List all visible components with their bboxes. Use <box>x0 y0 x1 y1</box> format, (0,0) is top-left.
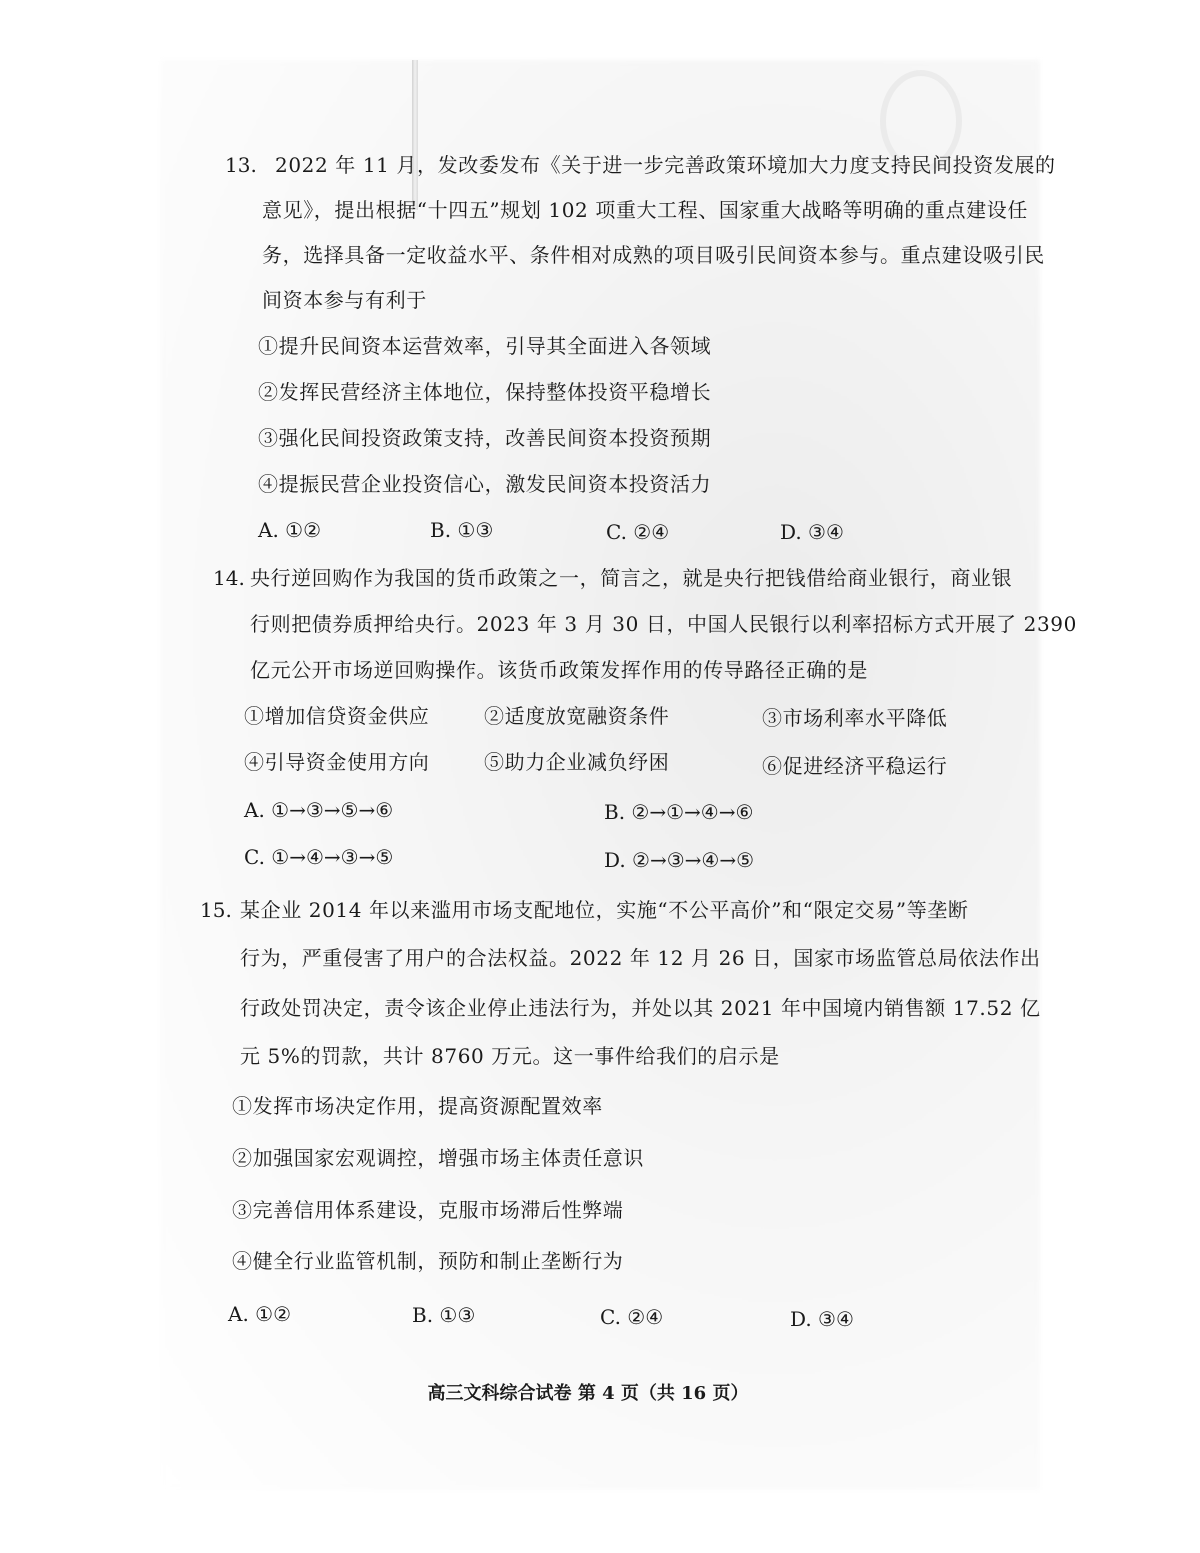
statement-item: ①增加信贷资金供应 <box>244 704 430 728</box>
question-stem-line: 某企业 2014 年以来滥用市场支配地位，实施“不公平高价”和“限定交易”等垄断 <box>240 898 969 922</box>
statement-item: ①提升民间资本运营效率，引导其全面进入各领域 <box>258 334 712 358</box>
page-footer <box>0 1380 1200 1408</box>
statement-item: ④引导资金使用方向 <box>244 750 430 774</box>
answer-option-a[interactable]: A. ①→③→⑤→⑥ <box>244 798 394 822</box>
statement-item: ⑥促进经济平稳运行 <box>762 754 948 778</box>
statement-item: ⑤助力企业减负纾困 <box>484 750 670 774</box>
question-stem-line: 亿元公开市场逆回购操作。该货币政策发挥作用的传导路径正确的是 <box>250 658 868 682</box>
answer-option-b[interactable]: B. ①③ <box>412 1303 476 1327</box>
paper-fold-mark <box>412 60 418 210</box>
answer-option-d[interactable]: D. ③④ <box>790 1307 854 1331</box>
question-stem-line: 元 5%的罚款，共计 8760 万元。这一事件给我们的启示是 <box>240 1044 780 1068</box>
question-stem-line: 央行逆回购作为我国的货币政策之一，简言之，就是央行把钱借给商业银行，商业银 <box>250 566 1013 590</box>
answer-option-d[interactable]: D. ②→③→④→⑤ <box>604 848 755 872</box>
statement-item: ③完善信用体系建设，克服市场滞后性弊端 <box>232 1198 624 1222</box>
question-stem-line: 意见》，提出根据“十四五”规划 102 项重大工程、国家重大战略等明确的重点建设任 <box>262 198 1028 222</box>
answer-option-c[interactable]: C. ②④ <box>600 1305 664 1329</box>
statement-item: ②适度放宽融资条件 <box>484 704 670 728</box>
question-stem-line: 行政处罚决定，责令该企业停止违法行为，并处以其 2021 年中国境内销售额 17.52 亿 <box>240 996 1041 1020</box>
question-stem-line: 务，选择具备一定收益水平、条件相对成熟的项目吸引民间资本参与。重点建设吸引民 <box>262 243 1045 267</box>
footer-page-info: 高三文科综合试卷 第 4 页（共 16 页） <box>427 1383 749 1404</box>
question-stem-line: 2022 年 11 月，发改委发布《关于进一步完善政策环境加大力度支持民间投资发展的 <box>275 153 1056 177</box>
answer-option-a[interactable]: A. ①② <box>228 1302 292 1326</box>
answer-option-b[interactable]: B. ②→①→④→⑥ <box>604 800 754 824</box>
question-number: 14. <box>213 566 245 590</box>
answer-option-c[interactable]: C. ①→④→③→⑤ <box>244 845 394 869</box>
question-stem-line: 行则把债券质押给央行。2023 年 3 月 30 日，中国人民银行以利率招标方式开展了 2390 <box>250 612 1077 636</box>
question-stem-line: 间资本参与有利于 <box>262 288 427 312</box>
answer-option-a[interactable]: A. ①② <box>258 518 322 542</box>
statement-item: ③强化民间投资政策支持，改善民间资本投资预期 <box>258 426 712 450</box>
answer-option-d[interactable]: D. ③④ <box>780 520 844 544</box>
answer-option-b[interactable]: B. ①③ <box>430 518 494 542</box>
statement-item: ②加强国家宏观调控，增强市场主体责任意识 <box>232 1146 644 1170</box>
statement-item: ①发挥市场决定作用，提高资源配置效率 <box>232 1094 603 1118</box>
statement-item: ③市场利率水平降低 <box>762 706 948 730</box>
question-number: 13. <box>225 153 257 177</box>
statement-item: ④健全行业监管机制，预防和制止垄断行为 <box>232 1249 624 1273</box>
question-stem-line: 行为，严重侵害了用户的合法权益。2022 年 12 月 26 日，国家市场监管总局依法作出 <box>240 946 1041 970</box>
question-number: 15. <box>200 898 232 922</box>
answer-option-c[interactable]: C. ②④ <box>606 520 670 544</box>
statement-item: ②发挥民营经济主体地位，保持整体投资平稳增长 <box>258 380 712 404</box>
statement-item: ④提振民营企业投资信心，激发民间资本投资活力 <box>258 472 712 496</box>
